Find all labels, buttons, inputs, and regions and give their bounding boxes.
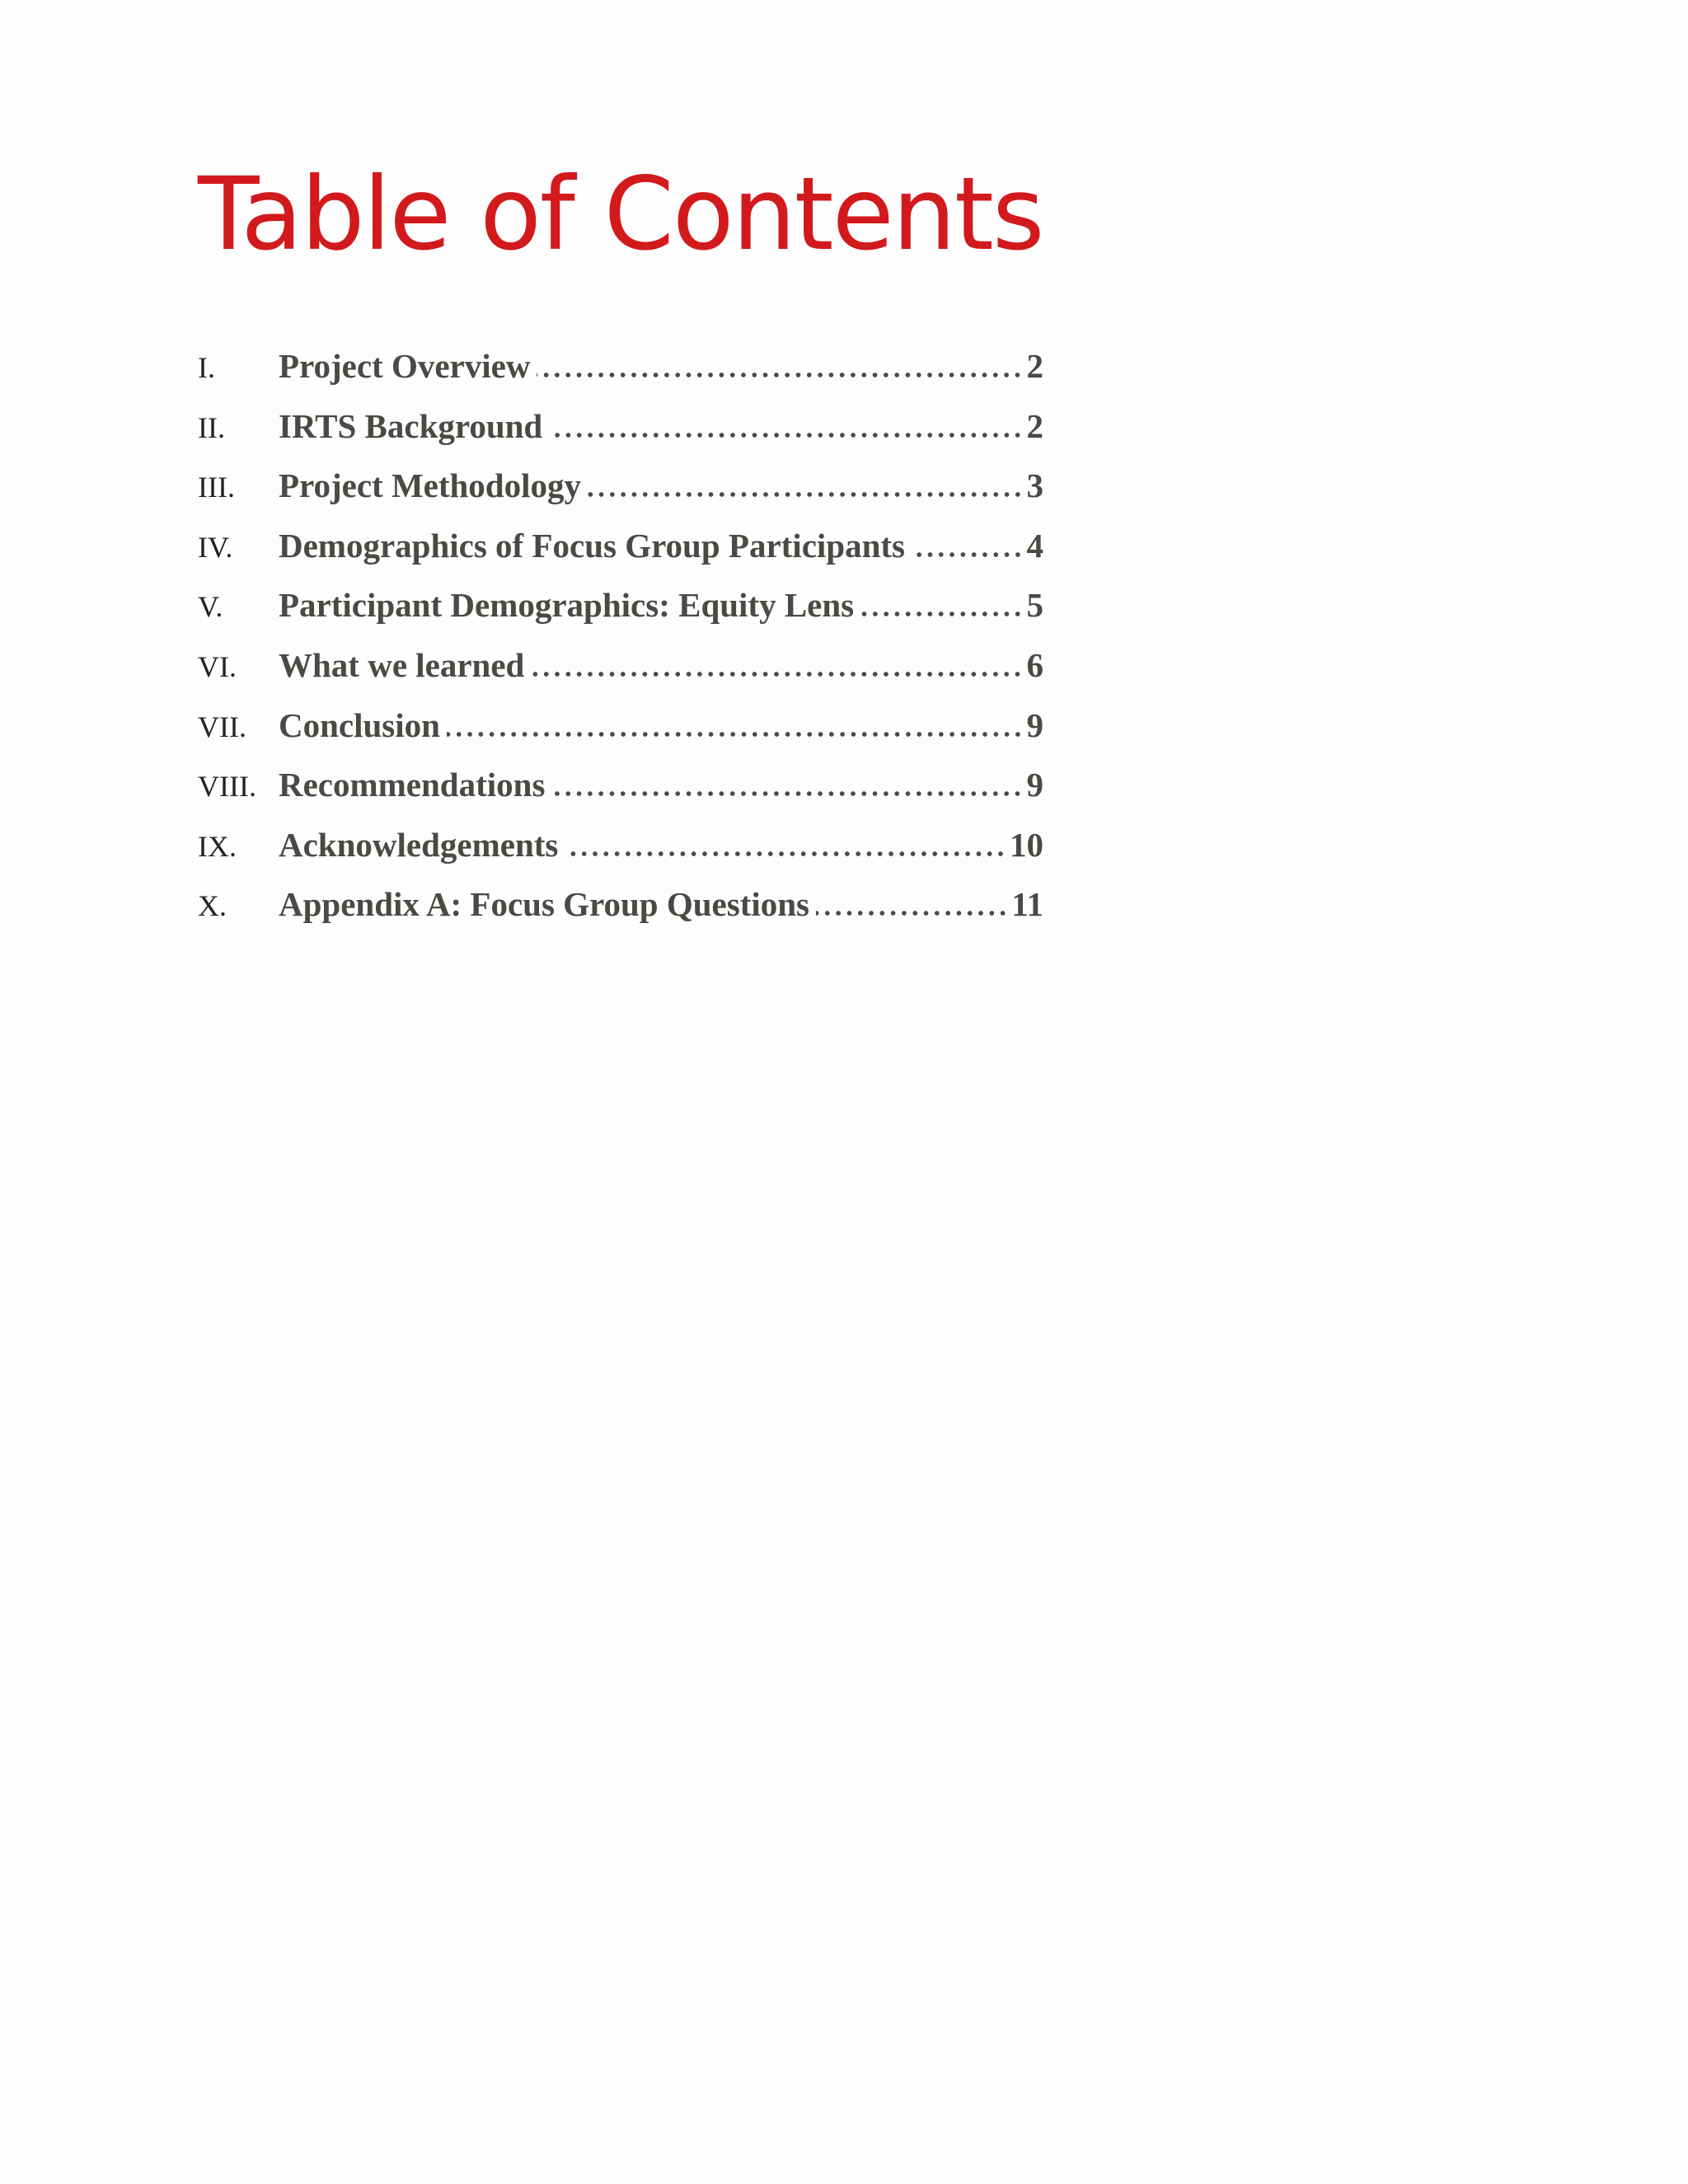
toc-entry-page-number[interactable]: 10 <box>1010 825 1043 864</box>
toc-entry-title[interactable]: Acknowledgements <box>279 825 559 864</box>
toc-entry-numeral: VII. <box>198 710 246 743</box>
toc-entry-numeral: IX. <box>198 829 237 863</box>
toc-dot-leader <box>816 911 1008 916</box>
toc-entry[interactable] <box>198 765 1043 825</box>
toc-entry-title[interactable]: Conclusion <box>279 705 440 744</box>
toc-entry-numeral: III. <box>198 471 235 504</box>
table-of-contents <box>198 346 1043 944</box>
toc-entry[interactable] <box>198 825 1043 885</box>
toc-entry-numeral: VI. <box>198 649 237 683</box>
toc-entry[interactable] <box>198 585 1043 645</box>
toc-dot-leader <box>860 612 1023 616</box>
toc-dot-leader <box>549 433 1023 438</box>
toc-entry-title[interactable]: Participant Demographics: Equity Lens <box>279 586 855 625</box>
toc-entry-numeral: VIII. <box>198 770 256 804</box>
toc-entry[interactable] <box>198 406 1043 466</box>
toc-dot-leader <box>531 672 1023 677</box>
toc-entry-title[interactable]: Appendix A: Focus Group Questions <box>279 885 810 924</box>
toc-entry-title[interactable]: Project Overview <box>279 347 531 385</box>
toc-entry-page-number[interactable]: 3 <box>1026 466 1043 505</box>
toc-entry-page-number[interactable]: 9 <box>1026 766 1043 804</box>
toc-entry-numeral: X. <box>198 889 227 923</box>
toc-entry-numeral: V. <box>198 590 223 624</box>
toc-entry-numeral: II. <box>198 410 225 444</box>
toc-dot-leader <box>551 791 1023 796</box>
toc-dot-leader <box>588 492 1024 497</box>
toc-entry-page-number[interactable]: 5 <box>1026 586 1043 625</box>
toc-entry[interactable] <box>198 466 1043 526</box>
toc-entry[interactable] <box>198 884 1043 944</box>
toc-entry[interactable] <box>198 705 1043 766</box>
toc-dot-leader <box>912 552 1023 557</box>
toc-entry-title[interactable]: What we learned <box>279 645 525 684</box>
toc-entry-title[interactable]: IRTS Background <box>279 406 543 445</box>
toc-entry-numeral: IV. <box>198 530 233 564</box>
toc-entry-page-number[interactable]: 6 <box>1026 645 1043 684</box>
toc-entry-numeral: I. <box>198 351 215 384</box>
toc-entry-title[interactable]: Recommendations <box>279 766 546 804</box>
toc-entry-page-number[interactable]: 2 <box>1026 347 1043 385</box>
toc-entry-page-number[interactable]: 9 <box>1026 705 1043 744</box>
toc-dot-leader <box>537 373 1023 377</box>
toc-dot-leader <box>565 851 1006 856</box>
toc-entry[interactable] <box>198 526 1043 586</box>
toc-dot-leader <box>447 732 1024 737</box>
page-title: Table of Contents <box>198 156 1043 273</box>
toc-entry[interactable] <box>198 346 1043 406</box>
toc-entry-page-number[interactable]: 4 <box>1026 526 1043 565</box>
toc-entry-page-number[interactable]: 2 <box>1026 406 1043 445</box>
toc-entry-page-number[interactable]: 11 <box>1011 885 1043 924</box>
toc-entry-title[interactable]: Project Methodology <box>279 466 581 505</box>
toc-entry[interactable] <box>198 645 1043 705</box>
toc-entry-title[interactable]: Demographics of Focus Group Participants <box>279 526 906 565</box>
